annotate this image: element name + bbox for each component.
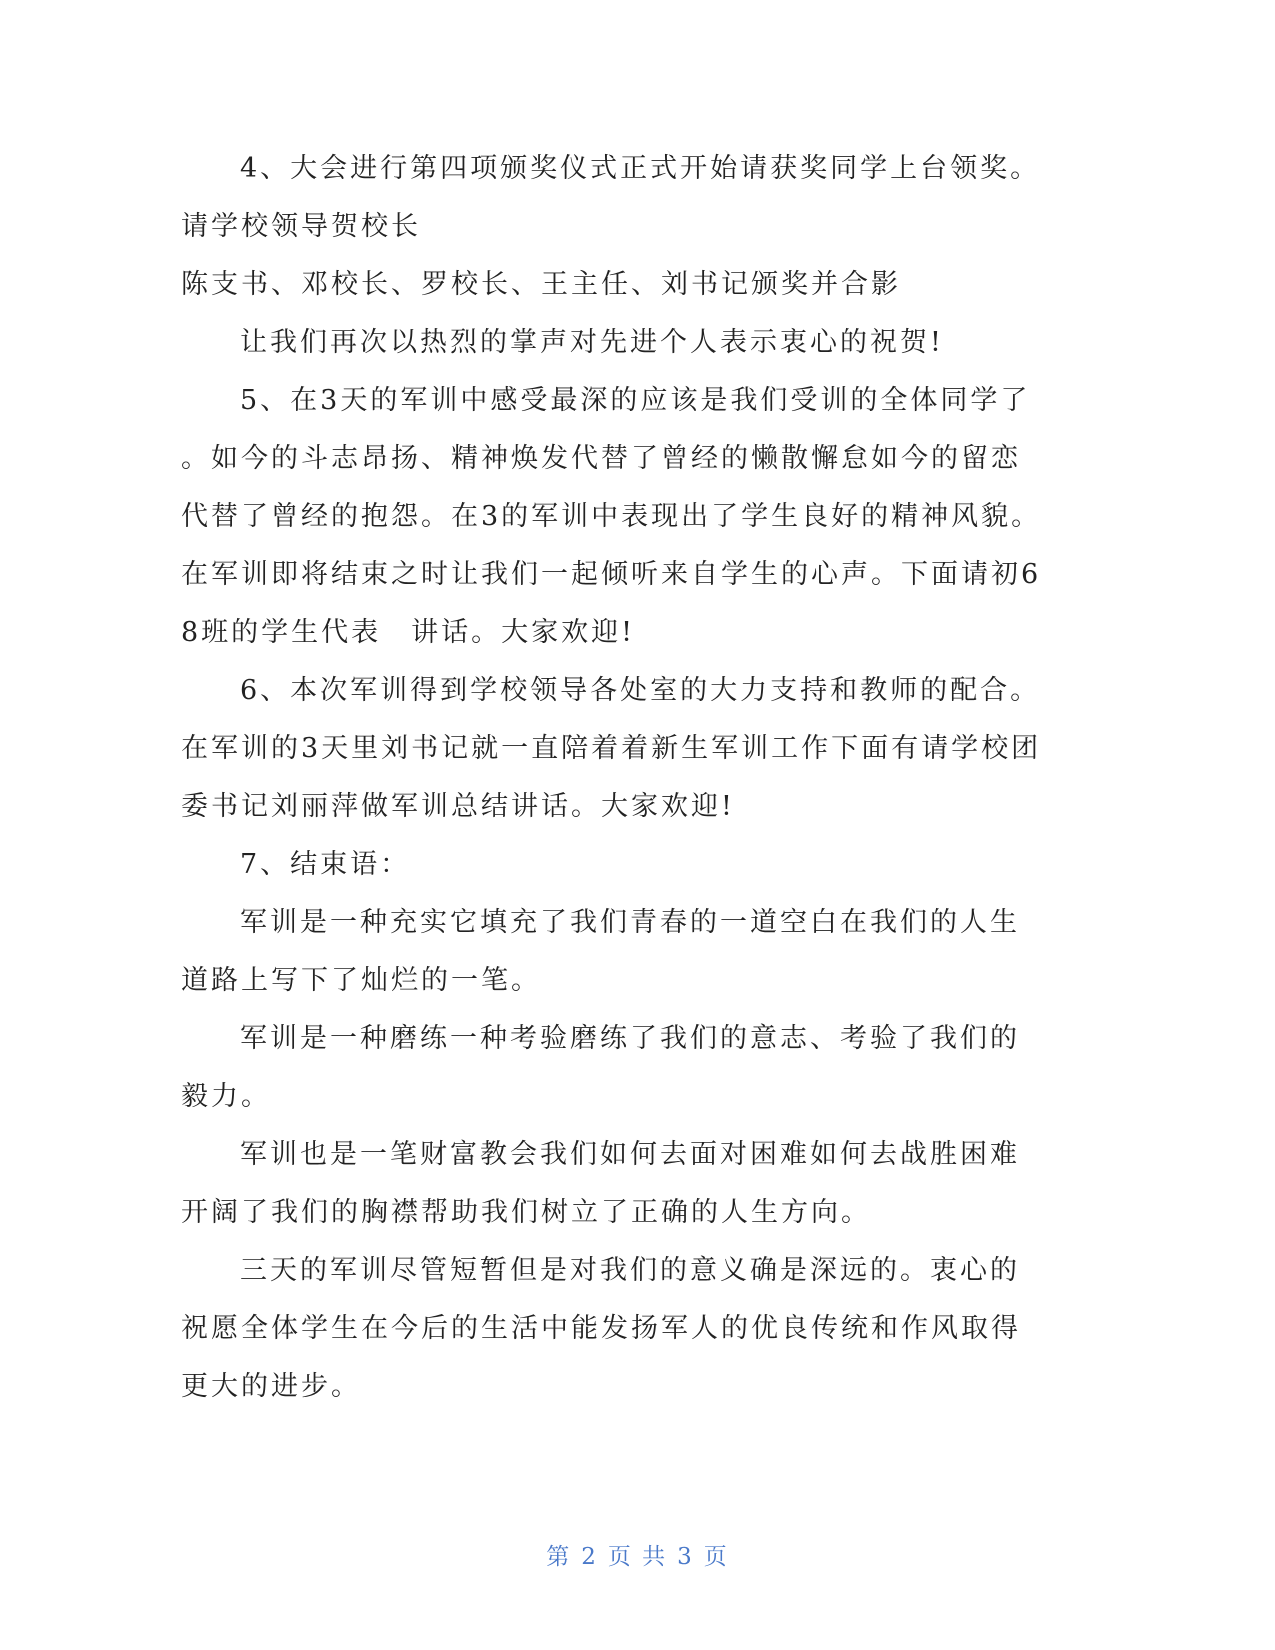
text-line: 更大的进步。 <box>181 1371 361 1402</box>
text-line: 在军训的3天里刘书记就一直陪着着新生军训工作下面有请学校团 <box>181 733 1042 764</box>
paragraph <box>181 1126 1081 1242</box>
text-line: 军训是一种充实它填充了我们青春的一道空白在我们的人生 <box>240 907 1020 938</box>
paragraph <box>181 140 1081 198</box>
paragraph <box>181 836 1081 894</box>
paragraph <box>181 894 1081 1010</box>
text-line: 道路上写下了灿烂的一笔。 <box>181 965 541 996</box>
text-line: 陈支书、邓校长、罗校长、王主任、刘书记颁奖并合影 <box>181 269 901 300</box>
text-line: 让我们再次以热烈的掌声对先进个人表示衷心的祝贺! <box>240 327 944 358</box>
text-line: 三天的军训尽管短暂但是对我们的意义确是深远的。衷心的 <box>240 1255 1020 1286</box>
text-line: 6、本次军训得到学校领导各处室的大力支持和教师的配合。 <box>240 675 1041 706</box>
footer-total-pages: 3 <box>677 1544 694 1570</box>
text-line: 委书记刘丽萍做军训总结讲话。大家欢迎! <box>181 791 735 822</box>
text-line: 8班的学生代表 讲话。大家欢迎! <box>181 617 636 648</box>
paragraph <box>181 256 1081 314</box>
footer-page-number: 2 <box>581 1544 598 1570</box>
footer-middle: 页 共 <box>607 1544 668 1570</box>
paragraph <box>181 372 1081 662</box>
footer-suffix: 页 <box>703 1544 729 1570</box>
text-line: 代替了曾经的抱怨。在3的军训中表现出了学生良好的精神风貌。 <box>181 501 1042 532</box>
paragraph <box>181 1242 1081 1416</box>
text-line: 军训是一种磨练一种考验磨练了我们的意志、考验了我们的 <box>240 1023 1020 1054</box>
text-line: 5、在3天的军训中感受最深的应该是我们受训的全体同学了 <box>240 385 1031 416</box>
text-line: 祝愿全体学生在今后的生活中能发扬军人的优良传统和作风取得 <box>181 1313 1021 1344</box>
page-footer <box>0 1538 1275 1571</box>
paragraph <box>181 198 1081 256</box>
paragraph <box>181 662 1081 836</box>
text-line: 军训也是一笔财富教会我们如何去面对困难如何去战胜困难 <box>240 1139 1020 1170</box>
text-line: 。如今的斗志昂扬、精神焕发代替了曾经的懒散懈怠如今的留恋 <box>181 443 1021 474</box>
text-line: 开阔了我们的胸襟帮助我们树立了正确的人生方向。 <box>181 1197 871 1228</box>
footer-prefix: 第 <box>546 1544 572 1570</box>
text-line: 请学校领导贺校长 <box>181 211 421 242</box>
text-line: 在军训即将结束之时让我们一起倾听来自学生的心声。下面请初6 <box>181 559 1042 590</box>
text-line: 4、大会进行第四项颁奖仪式正式开始请获奖同学上台领奖。 <box>240 153 1041 184</box>
paragraph <box>181 1010 1081 1126</box>
text-line: 毅力。 <box>181 1081 271 1112</box>
text-line: 7、结束语： <box>240 849 411 880</box>
document-body <box>181 140 1081 1416</box>
paragraph <box>181 314 1081 372</box>
